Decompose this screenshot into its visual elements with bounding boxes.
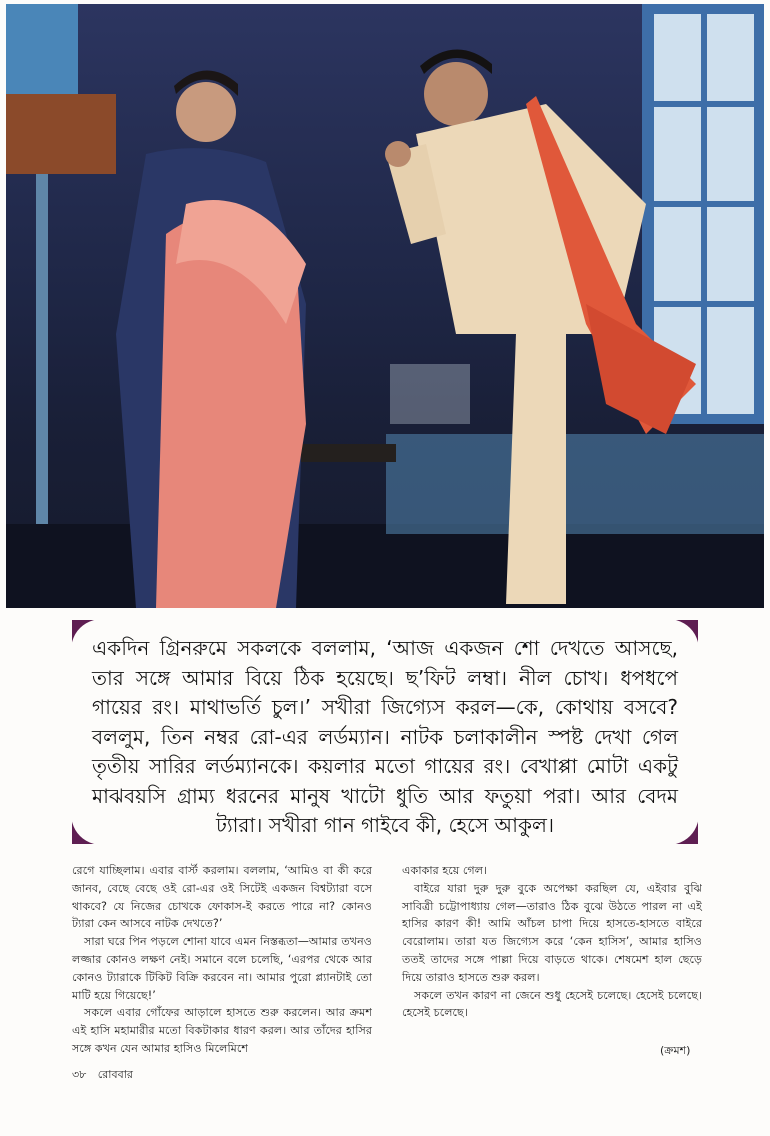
paragraph: রেগে যাচ্ছিলাম। এবার বার্স্ট করলাম। বললাম, ‘আমিও বা কী করে জানব, বেছে বেছে ওই রো-এর ওই সিটেই একজন বিশ্বট্যারা বসে থাকবে? যে নিজের চোখকে ফোকাস-ই করতে পারে না? কোনও ট্যারা কেন আসবে নাটক দেখতে?’: [72, 864, 372, 931]
paragraph: সারা ঘরে পিন পড়লে শোনা যাবে এমন নিস্তব্ধতা—আমার তখনও লজ্জার কোনও লক্ষণ নেই। সমানে বলে চলেছি, ‘এরপর থেকে আর কোনও ট্যারাকে টিকিট বিক্রি করবেন না। আমার পুরো প্ল্যানটাই তো মাটি হয়ে গিয়েছে!’: [72, 935, 372, 1002]
body-column-right: [402, 862, 702, 1022]
paragraph: সকলে তখন কারণ না জেনে শুধু হেসেই চলেছে। হেসেই চলেছে। হেসেই চলেছে।: [402, 988, 702, 1020]
page-number: ৩৮: [72, 1068, 87, 1081]
body-column-left: [72, 862, 372, 1058]
stage-photo-icon: [6, 4, 764, 608]
paragraph: সকলে এবার গোঁফের আড়ালে হাসতে শুরু করলেন। আর ক্রমশ এই হাসি মহামারীর মতো বিকটাকার ধারণ করল। আর তাঁদের হাসির সঙ্গে কখন যেন আমার হাসিও মিলেমিশে: [72, 1006, 372, 1055]
paragraph: বাইরে যারা দুরু দুরু বুকে অপেক্ষা করছিল যে, এইবার বুঝি সাবিত্রী চট্টোপাধ্যায় গেল—তারাও ঠিক বুঝে উঠতে পারল না এই হাসির কারণ কী! আমি আঁচল চাপা দিয়ে হাসতে-হাসতে বাইরে বেরোলাম। তারা যত জিগ্যেস করে ‘কেন হাসিস’, আমার হাসিও ততই তাদের সঙ্গে পাল্লা দিয়ে বাড়তে থাকে। শেষমেশ হাল ছেড়ে দিয়ে তারাও হাসতে শুরু করল।: [402, 881, 702, 984]
page-footer: [72, 1066, 133, 1085]
pull-quote-text: একদিন গ্রিনরুমে সকলকে বললাম, ‘আজ একজন শো দেখতে আসছে, তার সঙ্গে আমার বিয়ে ঠিক হয়েছে। ছ’ফিট লম্বা। নীল চোখ। ধপধপে গায়ের রং। মাথাভর্তি চুল।’ সখীরা জিগ্যেস করল—কে, কোথায় বসবে? বললুম, তিন নম্বর রো-এর লর্ডম্যান। নাটক চলাকালীন স্পষ্ট দেখা গেল তৃতীয় সারির লর্ডম্যানকে। কয়লার মতো গায়ের রং। বেখাপ্পা মোটা একটু মাঝবয়সি গ্রাম্য ধরনের মানুষ খাটো ধুতি আর ফতুয়া পরা। আর বেদম ট্যারা। সখীরা গান গাইবে কী, হেসে আকুল।: [92, 636, 678, 837]
paragraph: একাকার হয়ে গেল।: [402, 864, 488, 877]
continued-label: (ক্রমশ): [660, 1044, 691, 1057]
magazine-name: রোববার: [97, 1068, 133, 1081]
stage-photo: [6, 4, 764, 608]
pull-quote: [72, 620, 698, 844]
